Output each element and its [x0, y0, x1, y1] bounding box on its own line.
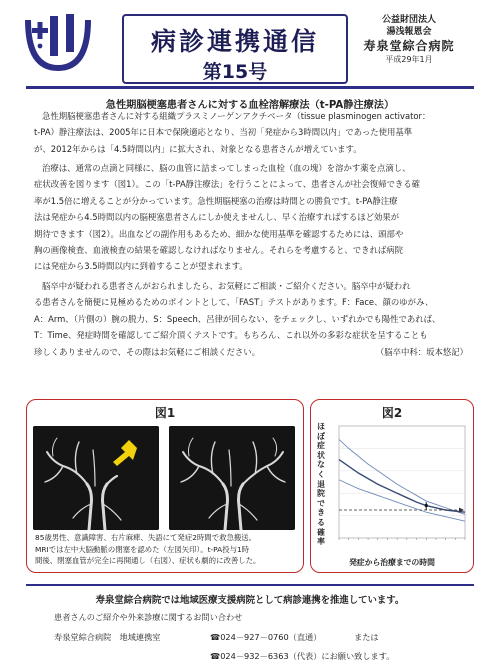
paragraph-line: には発症から3.5時間以内に到着することが望まれます。 — [34, 261, 248, 272]
marker-point — [425, 504, 428, 507]
paragraph-line: が、2012年からは「4.5時間以内」に拡大され、対象となる患者さんが増えています。 — [34, 143, 362, 154]
issue-date: 平成29年1月 — [385, 55, 433, 64]
paragraph-line: 急性期脳梗塞患者さんに対する組織プラスミノーゲンアクチベータ（tissue plasminogen activator： — [42, 111, 431, 121]
paragraph-line: 胸の画像検査、血液検査の結果を確認しなければなりません。それらを考慮すると、できれば病院 — [34, 245, 404, 256]
paragraph-line: 治療は、通常の点滴と同様に、脳の血管に詰まってしまった血栓（血の塊）を溶かす薬を点滴し、 — [42, 163, 411, 173]
hospital-logo — [22, 10, 94, 74]
footer-headline: 寿泉堂綜合病院では地域医療支援病院として病診連携を推進しています。 — [95, 595, 405, 606]
outcome-probability-chart — [333, 422, 471, 552]
figure-1-caption — [35, 532, 301, 567]
org-foundation: 湯浅報恩会 — [386, 27, 432, 37]
org-type: 公益財団法人 — [381, 15, 436, 25]
figure-2-title: 図2 — [381, 406, 403, 420]
footer-divider — [26, 584, 474, 586]
footer-inquiry-text: 患者さんのご紹介や外来診療に関するお問い合わせ — [54, 612, 243, 622]
paragraph-line: る患者さんを簡便に見極めるためのポイントとして、「FAST」テストがあります。F：Face、顔のゆがみ、 — [34, 297, 434, 308]
paragraph-line: T：Time、発症時間を確認してご紹介頂くテストです。もちろん、これ以外の多彩な症状を呈することも — [34, 330, 428, 341]
paragraph-line: 率が1.5倍に増えることが分かっています。急性期脳梗塞の治療は時間との勝負です。t-PA静注療 — [34, 195, 398, 206]
newsletter-title-box — [122, 14, 348, 84]
paragraph-line: 症状改善を図ります（図1）。この「t-PA静注療法」を行うことによって、患者さんが社会復帰できる確 — [34, 179, 421, 190]
paragraph-line: 脳卒中が疑われる患者さんがおられましたら、お気軽にご相談・ご紹介ください。脳卒中が疑われ — [42, 281, 411, 291]
figure-2-y-axis-label: ほぼ症状なく退院できる確率 — [317, 422, 325, 547]
caption-line: MRIでは左中大脳動脈の閉塞を認めた（左図矢印）。t-PA投与1時 — [35, 544, 250, 554]
header-divider — [26, 86, 474, 89]
hospital-name: 寿泉堂綜合病院 — [363, 39, 455, 53]
newsletter-title: 病診連携通信 — [150, 27, 319, 56]
paragraph-line: 法は発症から4.5時間以内の脳梗塞患者さんにしか使えませんし、早く治療すればするほど効果が — [34, 212, 400, 223]
figure-1-title: 図1 — [154, 406, 176, 420]
mra-after-image — [169, 426, 295, 530]
paragraph-line: t-PA）静注療法は、2005年に日本で保険適応となり、当初「発症から3時間以内」であった使用基準 — [34, 127, 413, 138]
figure-2-x-axis-label: 発症から治療までの時間 — [349, 558, 435, 567]
footer-phone-direct: ☎024－927－0760（直通） — [210, 632, 322, 642]
figure-1-panel — [26, 399, 304, 573]
article-paragraph-2 — [34, 160, 468, 275]
figure-2-panel — [310, 399, 474, 573]
article-title: 急性期脳梗塞患者さんに対する血栓溶解療法（t-PA静注療法） — [105, 100, 395, 111]
footer-phone-main: ☎024－932－6363（代表）にお願い致します。 — [210, 651, 395, 661]
caption-line: 85歳男性、意識障害、右片麻痺、失語にて発症2時間で救急搬送。 — [35, 533, 257, 542]
footer-department: 寿泉堂綜合病院 地域連携室 — [54, 632, 161, 642]
issue-number: 第15号 — [202, 61, 268, 83]
article-author: （脳卒中科：坂本悠記） — [375, 347, 468, 357]
mra-before-image — [33, 426, 159, 530]
plot-area — [339, 426, 465, 538]
paragraph-line: 期待できます（図2）。出血などの副作用もあるため、細かな使用基準を確認するためには、頭部や — [34, 228, 404, 239]
footer-or-text: または — [354, 632, 379, 642]
paragraph-line: 珍しくありませんので、その際はお気軽にご相談ください。 — [34, 346, 260, 357]
paragraph-line: A：Arm、（片側の）腕の脱力、S：Speech、呂律が回らない、をチェックし、いずれかでも陽性であれば、 — [34, 313, 441, 324]
caption-line: 間後、閉塞血管が完全に再開通し（右図）、症状も劇的に改善した。 — [35, 556, 261, 565]
organization-block — [350, 14, 468, 65]
article-paragraph-1 — [34, 108, 468, 157]
